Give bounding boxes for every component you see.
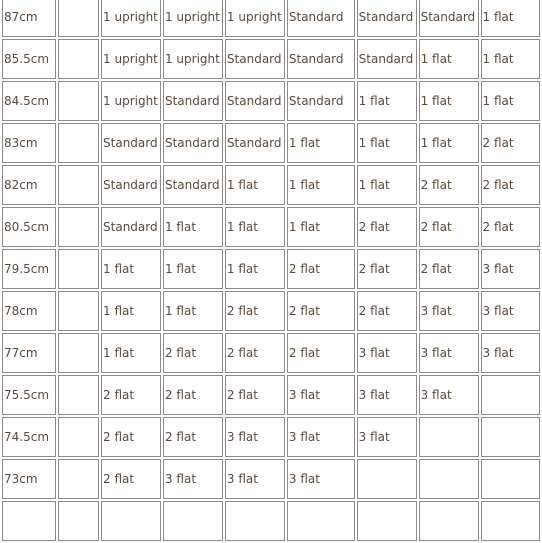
empty-cell [58,249,99,289]
table-cell: 1 flat [287,207,355,247]
table-cell: 2 flat [287,291,355,331]
table-cell: 1 flat [225,165,285,205]
table-cell: 1 upright [101,81,161,121]
table-cell [225,501,285,541]
table-cell: 3 flat [287,417,355,457]
table-cell: 3 flat [419,291,479,331]
size-cell: 75.5cm [2,375,56,415]
table-cell: Standard [357,0,417,37]
size-cell: 74.5cm [2,417,56,457]
table-cell: 2 flat [163,375,223,415]
table-row [2,81,540,121]
empty-cell [58,459,99,499]
table-cell: 2 flat [225,375,285,415]
table-cell: 2 flat [419,207,479,247]
table-cell: Standard [419,0,479,37]
table-cell: 2 flat [357,291,417,331]
empty-cell [58,333,99,373]
table-cell: Standard [225,39,285,79]
empty-cell [58,81,99,121]
table-cell: 1 flat [481,39,540,79]
table-cell: 2 flat [163,333,223,373]
table-cell: 2 flat [225,333,285,373]
table-row [2,207,540,247]
table-cell: 2 flat [101,417,161,457]
table-cell: 1 upright [225,0,285,37]
table-cell [357,459,417,499]
table-cell: 3 flat [225,417,285,457]
table-cell: 1 flat [163,249,223,289]
table-cell: 1 flat [419,81,479,121]
size-cell: 78cm [2,291,56,331]
table-cell: 3 flat [225,459,285,499]
table-cell: 2 flat [419,165,479,205]
table-cell [287,501,355,541]
table-cell: 2 flat [481,123,540,163]
size-cell: 84.5cm [2,81,56,121]
table-cell [481,375,540,415]
table-cell: Standard [163,165,223,205]
table-cell: 1 flat [481,0,540,37]
table-cell: 1 upright [101,0,161,37]
table-cell: Standard [287,81,355,121]
empty-cell [58,0,99,37]
table-row [2,0,540,37]
table-cell: Standard [163,81,223,121]
table-cell: 2 flat [163,417,223,457]
empty-cell [58,501,99,541]
table-cell: 2 flat [101,375,161,415]
table-cell: Standard [357,39,417,79]
table-cell: Standard [287,39,355,79]
table-cell [481,501,540,541]
table-cell [481,417,540,457]
table-row [2,501,540,541]
table-cell: 1 flat [101,291,161,331]
table-cell: Standard [101,123,161,163]
table-row [2,291,540,331]
table-cell: 3 flat [287,459,355,499]
empty-cell [58,165,99,205]
table-cell: 1 flat [225,249,285,289]
table-cell: 2 flat [357,249,417,289]
table-cell: 3 flat [357,417,417,457]
table-cell [101,501,161,541]
table-cell: 2 flat [225,291,285,331]
size-cell [2,501,56,541]
table-cell: 3 flat [287,375,355,415]
size-cell: 85.5cm [2,39,56,79]
table-cell: 3 flat [357,375,417,415]
table-cell [163,501,223,541]
table-cell: 2 flat [287,333,355,373]
size-cell: 77cm [2,333,56,373]
table-cell: Standard [287,0,355,37]
table-row [2,249,540,289]
table-cell: 1 upright [101,39,161,79]
size-cell: 87cm [2,0,56,37]
table-cell: Standard [163,123,223,163]
empty-cell [58,417,99,457]
table-cell: 2 flat [481,165,540,205]
table-row [2,165,540,205]
table-cell: 2 flat [287,249,355,289]
table-cell: 1 flat [101,333,161,373]
size-cell: 80.5cm [2,207,56,247]
size-cell: 83cm [2,123,56,163]
table-cell: Standard [225,81,285,121]
table-cell: 1 flat [481,81,540,121]
table-row [2,459,540,499]
table-cell: 1 upright [163,0,223,37]
size-cell: 79.5cm [2,249,56,289]
table-cell [357,501,417,541]
table-cell: 1 flat [163,291,223,331]
table-cell: 3 flat [481,333,540,373]
table-cell: 3 flat [357,333,417,373]
empty-cell [58,207,99,247]
table-row [2,333,540,373]
table-cell: 2 flat [419,249,479,289]
table-cell: 2 flat [357,207,417,247]
size-cell: 82cm [2,165,56,205]
table-cell: Standard [225,123,285,163]
table-cell: 2 flat [101,459,161,499]
table-cell: 1 flat [357,123,417,163]
table-cell: 1 flat [287,165,355,205]
table-cell: 2 flat [481,207,540,247]
size-table-body [2,0,540,541]
table-row [2,375,540,415]
size-cell: 73cm [2,459,56,499]
table-cell: 1 flat [225,207,285,247]
table-cell [419,417,479,457]
table-cell: 3 flat [163,459,223,499]
table-row [2,417,540,457]
table-cell: 1 upright [163,39,223,79]
empty-cell [58,39,99,79]
table-cell: Standard [101,207,161,247]
table-cell: Standard [101,165,161,205]
table-cell: 1 flat [163,207,223,247]
table-cell: 1 flat [287,123,355,163]
table-cell: 1 flat [101,249,161,289]
table-cell: 3 flat [419,333,479,373]
table-row [2,39,540,79]
table-cell: 1 flat [419,39,479,79]
table-cell [481,459,540,499]
empty-cell [58,375,99,415]
table-cell: 1 flat [357,165,417,205]
table-cell: 3 flat [481,291,540,331]
table-cell: 1 flat [419,123,479,163]
table-cell: 1 flat [357,81,417,121]
empty-cell [58,291,99,331]
table-cell: 3 flat [481,249,540,289]
empty-cell [58,123,99,163]
table-row [2,123,540,163]
table-cell: 3 flat [419,375,479,415]
table-cell [419,459,479,499]
table-cell [419,501,479,541]
